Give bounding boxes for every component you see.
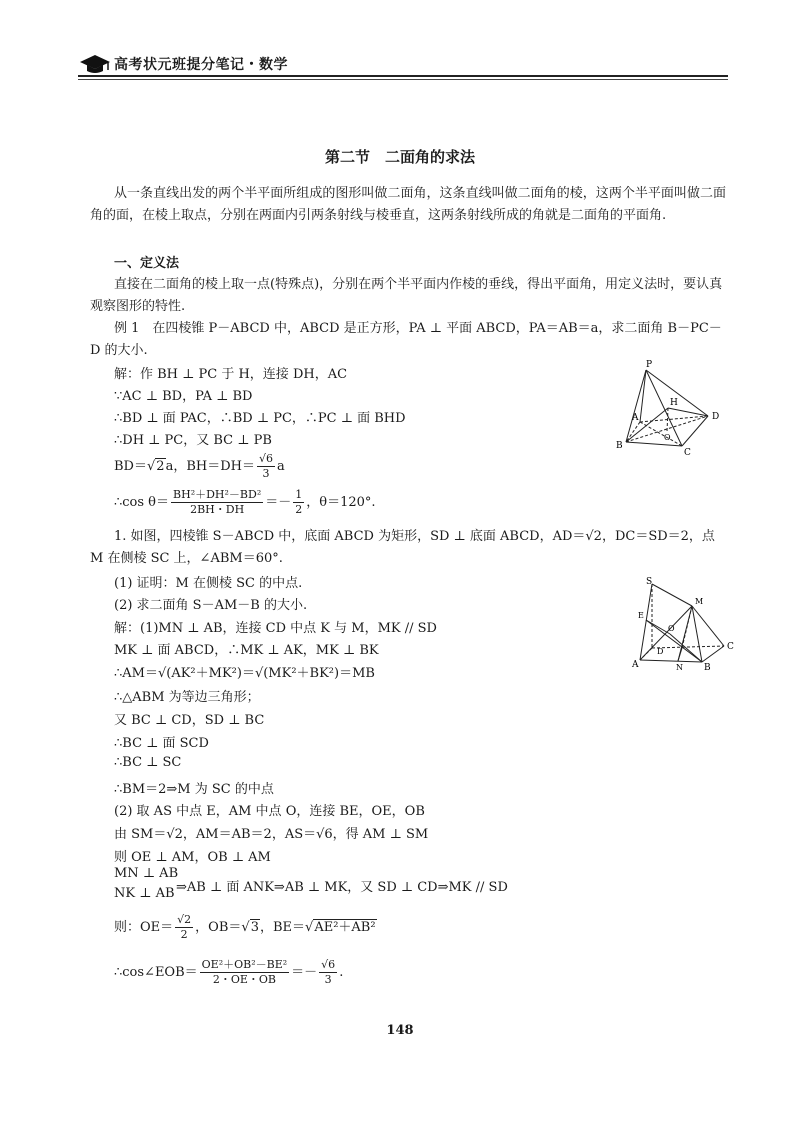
figure-label: D — [712, 412, 720, 422]
problem1-line: 又 BC ⊥ CD，SD ⊥ BC — [114, 713, 265, 728]
header-title: 高考状元班提分笔记・数学 — [114, 57, 288, 73]
problem1-line: ∴AM＝√(AK²＋MK²)＝√(MK²＋BK²)＝MB — [114, 666, 375, 681]
pyramid-figure-2 — [630, 576, 735, 671]
problem1-line: (2) 取 AS 中点 E，AM 中点 O，连接 BE，OE，OB — [114, 804, 425, 819]
example1-equation-lengths: BD＝√2a，BH＝DH＝ $\frac{√6}{3}$ a — [114, 452, 285, 480]
page-header — [78, 50, 728, 80]
problem1-line: 由 SM＝√2，AM＝AB＝2，AS＝√6，得 AM ⊥ SM — [114, 827, 429, 842]
problem1-line: ∴BC ⊥ 面 SCD — [114, 736, 209, 751]
figure-label: A — [632, 660, 639, 670]
fraction: $\frac{√6}{3}$ — [258, 452, 273, 480]
figure-label: A — [632, 413, 639, 423]
problem1-statement: 1. 如图，四棱锥 S－ABCD 中，底面 ABCD 为矩形，SD ⊥ 底面 ABCD，AD＝√2，DC＝SD＝2，点 M 在侧棱 SC 上，∠ABM＝60°. — [90, 529, 715, 566]
example1-line: ∵AC ⊥ BD，PA ⊥ BD — [114, 389, 253, 404]
figure-label: D — [657, 647, 664, 656]
example1-line: ∴DH ⊥ PC，又 BC ⊥ PB — [114, 433, 272, 448]
figure-label: M — [695, 597, 704, 606]
header-rule — [78, 75, 728, 77]
fraction: $\frac{\text{OE²＋OB²－BE²}}{2・OE・OB}$ — [201, 958, 288, 986]
fraction: $\frac{√2}{2}$ — [177, 913, 192, 941]
method-text: 直接在二面角的棱上取一点(特殊点)，分别在两个半平面内作棱的垂线，得出平面角，用定义法时，要认真观察图形的特性. — [90, 277, 723, 314]
figure-label: B — [704, 663, 711, 671]
intro-paragraph: 从一条直线出发的两个半平面所组成的图形叫做二面角，这条直线叫做二面角的棱，这两个半平面叫做二面角的面，在棱上取点，分别在两面内引两条射线与棱垂直，这两条射线所成的角就是二面角的平面角. — [90, 186, 726, 223]
problem1-line: ∴△ABM 为等边三角形； — [114, 690, 260, 705]
figure-label: N — [676, 663, 683, 671]
problem1-line: 解：(1)MN ⊥ AB，连接 CD 中点 K 与 M，MK // SD — [114, 621, 437, 636]
figure-label: C — [684, 448, 691, 458]
problem1-line: 则 OE ⊥ AM，OB ⊥ AM — [114, 850, 271, 865]
fraction: $\frac{\text{BH²＋DH²－BD²}}{2BH・DH}$ — [173, 488, 262, 516]
problem1-part: (2) 求二面角 S－AM－B 的大小. — [114, 598, 308, 613]
figure-label: C — [727, 642, 734, 652]
figure-label: B — [616, 441, 623, 451]
page-number: 148 — [386, 1023, 414, 1038]
graduation-cap-icon — [78, 52, 112, 74]
problem1-equation-lengths: 则：OE＝ $\frac{√2}{2}$ ，OB＝√3，BE＝√AE²＋AB² — [114, 913, 376, 941]
figure-label: E — [638, 611, 644, 620]
example1-line: ∴BD ⊥ 面 PAC，∴BD ⊥ PC，∴PC ⊥ 面 BHD — [114, 411, 406, 426]
figure-label: O — [664, 433, 671, 442]
example1-problem: 例 1 在四棱锥 P－ABCD 中，ABCD 是正方形，PA ⊥ 平面 ABCD，PA＝AB＝a，求二面角 B－PC－D 的大小. — [90, 321, 722, 358]
figure-label: H — [670, 398, 678, 408]
problem1-part: (1) 证明：M 在侧棱 SC 的中点. — [114, 576, 303, 591]
problem1-line: MK ⊥ 面 ABCD，∴MK ⊥ AK，MK ⊥ BK — [114, 643, 379, 658]
example1-line: 解：作 BH ⊥ PC 于 H，连接 DH，AC — [114, 367, 348, 382]
problem1-brace-deduction: MN ⊥ AB NK ⊥ AB ⇒AB ⊥ 面 ANK⇒AB ⊥ MK，又 SD ⊥ CD⇒MK // SD — [114, 866, 508, 901]
figure-label: P — [646, 360, 653, 370]
problem1-line: ∴BM＝2⇒M 为 SC 的中点 — [114, 782, 274, 797]
problem1-line: ∴BC ⊥ SC — [114, 755, 182, 770]
pyramid-figure-1 — [612, 358, 732, 458]
fraction: $\frac{√6}{3}$ — [321, 958, 336, 986]
figure-label: S — [646, 577, 653, 587]
header-rule-thin — [78, 79, 728, 80]
fraction: $\frac{1}{2}$ — [295, 488, 303, 516]
problem1-equation-cos: ∴cos∠EOB＝ $\frac{\text{OE²＋OB²－BE²}}{2・OE・OB}$ ＝－ $\frac{√6}{3}$ . — [114, 958, 344, 986]
method-heading: 一、定义法 — [114, 256, 180, 271]
example1-equation-cos: ∴cos θ＝ $\frac{\text{BH²＋DH²－BD²}}{2BH・DH}$ ＝－ $\frac{1}{2}$ ，θ＝120°. — [114, 488, 376, 516]
section-title: 第二节 二面角的求法 — [324, 148, 475, 166]
figure-label: O — [668, 624, 675, 633]
